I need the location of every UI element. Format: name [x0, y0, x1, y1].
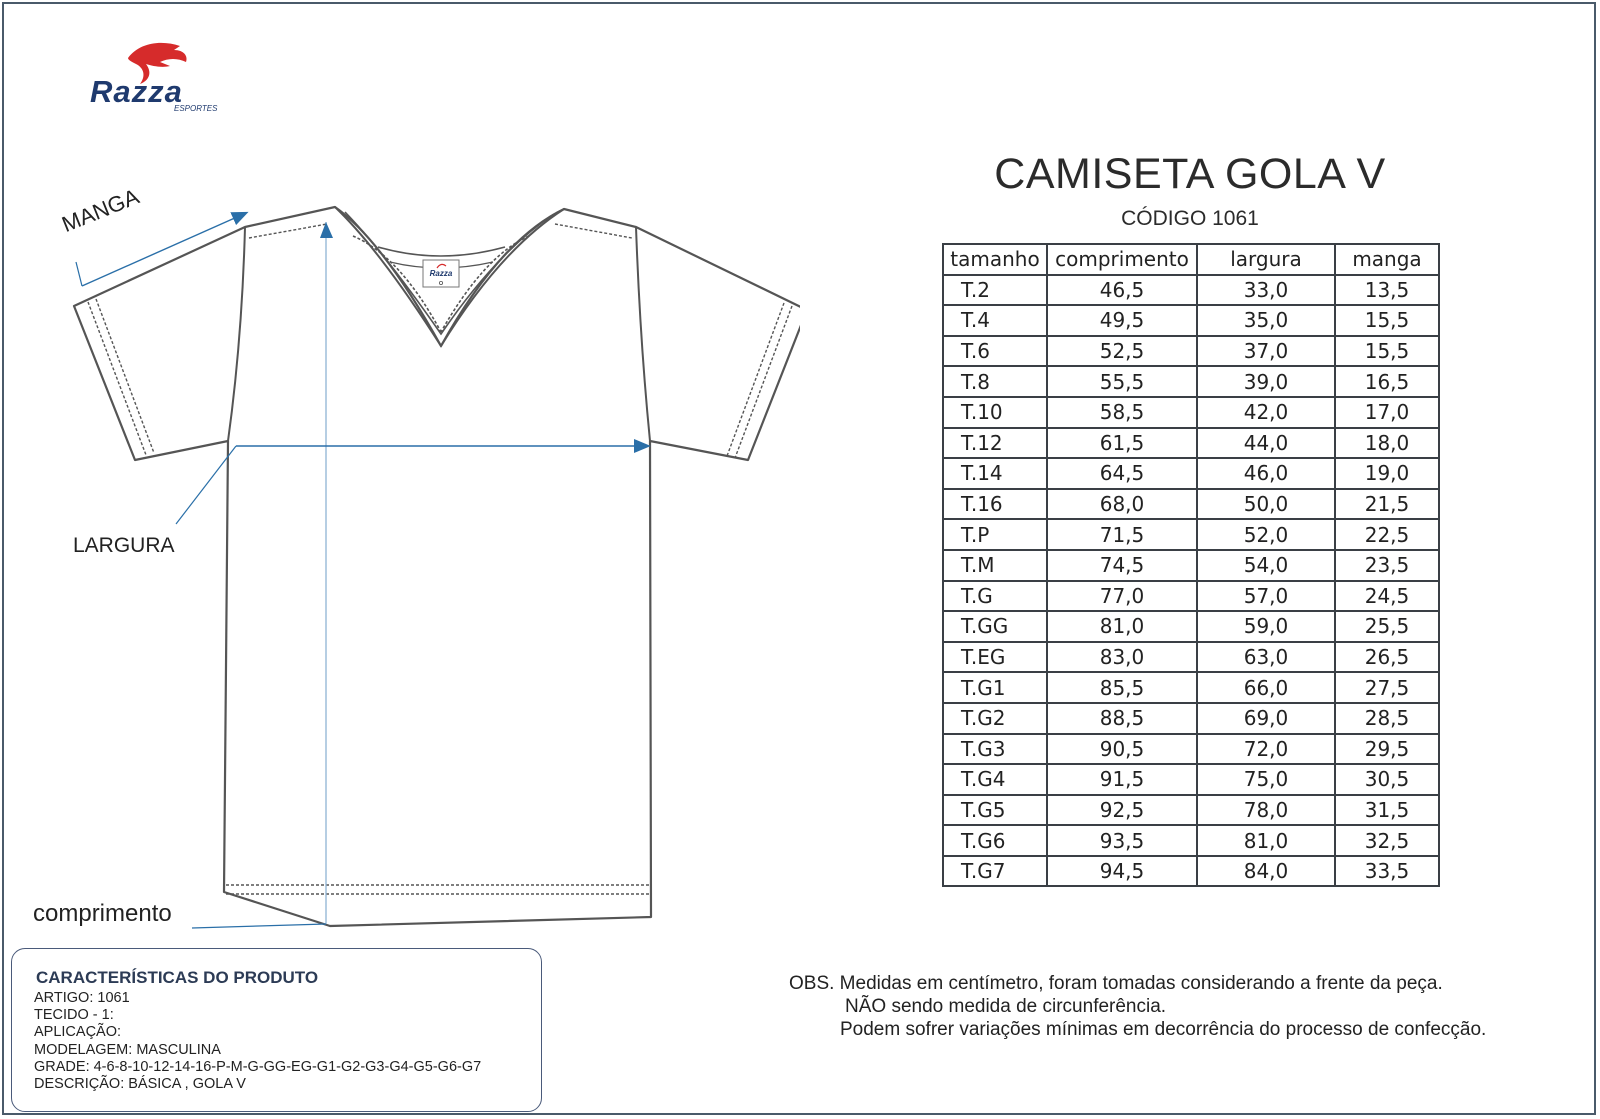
cell-tamanho: T.G7 [943, 856, 1047, 887]
cell-largura: 46,0 [1197, 458, 1335, 489]
product-line: GRADE: 4-6-8-10-12-14-16-P-M-G-GG-EG-G1-G2-G3-G4-G5-G6-G7 [34, 1058, 482, 1075]
cell-comprimento: 77,0 [1047, 581, 1197, 612]
cell-tamanho: T.G4 [943, 764, 1047, 795]
product-line: DESCRIÇÃO: BÁSICA , GOLA V [34, 1076, 246, 1093]
cell-largura: 42,0 [1197, 397, 1335, 428]
table-row [943, 489, 1439, 520]
cell-comprimento: 74,5 [1047, 550, 1197, 581]
cell-tamanho: T.G [943, 581, 1047, 612]
cell-manga: 30,5 [1335, 764, 1439, 795]
cell-comprimento: 55,5 [1047, 366, 1197, 397]
cell-comprimento: 81,0 [1047, 611, 1197, 642]
cell-largura: 50,0 [1197, 489, 1335, 520]
table-row [943, 519, 1439, 550]
cell-comprimento: 52,5 [1047, 336, 1197, 367]
table-row [943, 550, 1439, 581]
cell-manga: 27,5 [1335, 672, 1439, 703]
cell-manga: 32,5 [1335, 825, 1439, 856]
cell-largura: 59,0 [1197, 611, 1335, 642]
table-row [943, 305, 1439, 336]
cell-largura: 37,0 [1197, 336, 1335, 367]
table-row [943, 703, 1439, 734]
cell-largura: 72,0 [1197, 734, 1335, 765]
svg-text:ESPORTES: ESPORTES [174, 104, 218, 113]
page-title: CAMISETA GOLA V [994, 150, 1386, 198]
cell-largura: 81,0 [1197, 825, 1335, 856]
cell-tamanho: T.EG [943, 642, 1047, 673]
cell-tamanho: T.G2 [943, 703, 1047, 734]
cell-comprimento: 64,5 [1047, 458, 1197, 489]
cell-manga: 22,5 [1335, 519, 1439, 550]
table-row [943, 366, 1439, 397]
cell-manga: 13,5 [1335, 275, 1439, 306]
cell-largura: 66,0 [1197, 672, 1335, 703]
cell-largura: 52,0 [1197, 519, 1335, 550]
column-header-manga: manga [1335, 244, 1439, 275]
table-row [943, 275, 1439, 306]
cell-manga: 33,5 [1335, 856, 1439, 887]
cell-manga: 26,5 [1335, 642, 1439, 673]
table-row [943, 428, 1439, 459]
cell-largura: 69,0 [1197, 703, 1335, 734]
cell-comprimento: 88,5 [1047, 703, 1197, 734]
cell-comprimento: 83,0 [1047, 642, 1197, 673]
cell-manga: 15,5 [1335, 336, 1439, 367]
obs-line: OBS. Medidas em centímetro, foram tomadas considerando a frente da peça. [789, 973, 1443, 994]
cell-comprimento: 90,5 [1047, 734, 1197, 765]
cell-tamanho: T.G3 [943, 734, 1047, 765]
table-row [943, 825, 1439, 856]
cell-tamanho: T.4 [943, 305, 1047, 336]
cell-largura: 35,0 [1197, 305, 1335, 336]
label-comprimento: comprimento [33, 900, 172, 927]
cell-tamanho: T.12 [943, 428, 1047, 459]
cell-comprimento: 49,5 [1047, 305, 1197, 336]
cell-largura: 84,0 [1197, 856, 1335, 887]
tshirt-drawing [0, 0, 800, 940]
cell-tamanho: T.16 [943, 489, 1047, 520]
column-header-tamanho: tamanho [943, 244, 1047, 275]
cell-manga: 18,0 [1335, 428, 1439, 459]
cell-comprimento: 46,5 [1047, 275, 1197, 306]
cell-manga: 15,5 [1335, 305, 1439, 336]
obs-line: Podem sofrer variações mínimas em decorrência do processo de confecção. [840, 1019, 1487, 1040]
product-line: TECIDO - 1: [34, 1007, 114, 1024]
size-table [942, 243, 1440, 887]
cell-tamanho: T.G6 [943, 825, 1047, 856]
cell-tamanho: T.10 [943, 397, 1047, 428]
product-line: APLICAÇÃO: [34, 1024, 122, 1041]
cell-manga: 23,5 [1335, 550, 1439, 581]
cell-manga: 16,5 [1335, 366, 1439, 397]
cell-largura: 44,0 [1197, 428, 1335, 459]
label-manga: MANGA [58, 183, 143, 238]
table-row [943, 642, 1439, 673]
cell-comprimento: 85,5 [1047, 672, 1197, 703]
table-row [943, 795, 1439, 826]
cell-largura: 78,0 [1197, 795, 1335, 826]
observations [789, 972, 1486, 1041]
cell-tamanho: T.M [943, 550, 1047, 581]
table-row [943, 397, 1439, 428]
cell-manga: 25,5 [1335, 611, 1439, 642]
table-row [943, 581, 1439, 612]
cell-largura: 54,0 [1197, 550, 1335, 581]
product-line: ARTIGO: 1061 [34, 990, 130, 1006]
cell-largura: 39,0 [1197, 366, 1335, 397]
cell-manga: 28,5 [1335, 703, 1439, 734]
cell-manga: 19,0 [1335, 458, 1439, 489]
cell-largura: 57,0 [1197, 581, 1335, 612]
cell-tamanho: T.P [943, 519, 1047, 550]
product-line: MODELAGEM: MASCULINA [34, 1041, 221, 1058]
cell-comprimento: 71,5 [1047, 519, 1197, 550]
column-header-largura: largura [1197, 244, 1335, 275]
table-row [943, 764, 1439, 795]
table-row [943, 458, 1439, 489]
cell-tamanho: T.G1 [943, 672, 1047, 703]
table-row [943, 734, 1439, 765]
cell-manga: 24,5 [1335, 581, 1439, 612]
cell-largura: 75,0 [1197, 764, 1335, 795]
table-row [943, 336, 1439, 367]
svg-text:Razza: Razza [429, 269, 453, 278]
cell-comprimento: 58,5 [1047, 397, 1197, 428]
product-card-title: CARACTERÍSTICAS DO PRODUTO [36, 968, 319, 987]
column-header-comprimento: comprimento [1047, 244, 1197, 275]
cell-manga: 21,5 [1335, 489, 1439, 520]
cell-manga: 17,0 [1335, 397, 1439, 428]
cell-tamanho: T.2 [943, 275, 1047, 306]
table-row [943, 672, 1439, 703]
obs-line: NÃO sendo medida de circunferência. [845, 996, 1167, 1017]
table-header-row [943, 244, 1439, 275]
cell-comprimento: 92,5 [1047, 795, 1197, 826]
label-largura: LARGURA [73, 534, 175, 557]
cell-tamanho: T.6 [943, 336, 1047, 367]
table-row [943, 856, 1439, 887]
cell-largura: 63,0 [1197, 642, 1335, 673]
cell-manga: 31,5 [1335, 795, 1439, 826]
cell-tamanho: T.14 [943, 458, 1047, 489]
cell-comprimento: 61,5 [1047, 428, 1197, 459]
cell-comprimento: 93,5 [1047, 825, 1197, 856]
cell-comprimento: 68,0 [1047, 489, 1197, 520]
svg-text:Razza: Razza [90, 74, 183, 109]
cell-tamanho: T.GG [943, 611, 1047, 642]
product-code: CÓDIGO 1061 [1121, 207, 1259, 230]
table-row [943, 611, 1439, 642]
product-card-lines [34, 990, 481, 1093]
cell-manga: 29,5 [1335, 734, 1439, 765]
cell-tamanho: T.8 [943, 366, 1047, 397]
cell-comprimento: 94,5 [1047, 856, 1197, 887]
tshirt-outline [74, 207, 800, 926]
cell-tamanho: T.G5 [943, 795, 1047, 826]
cell-comprimento: 91,5 [1047, 764, 1197, 795]
cell-largura: 33,0 [1197, 275, 1335, 306]
